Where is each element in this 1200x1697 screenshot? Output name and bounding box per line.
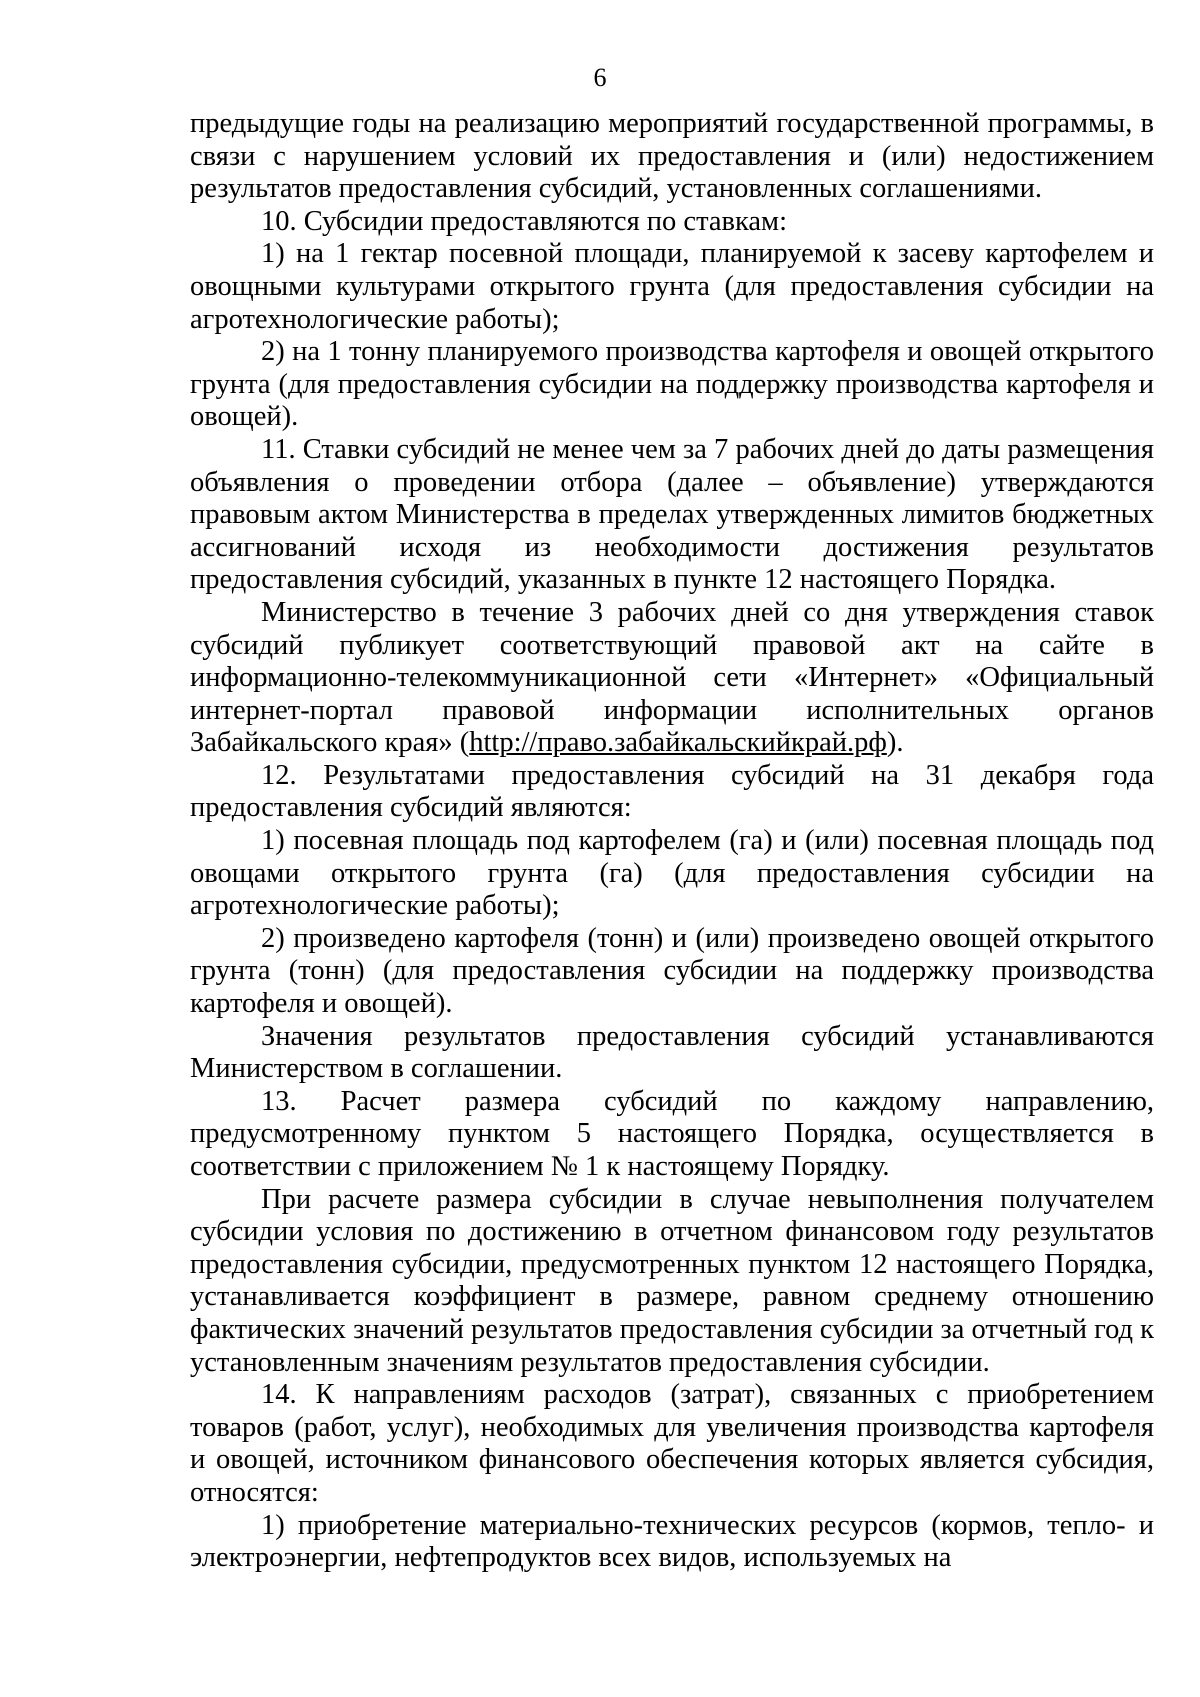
paragraph-item-10: 10. Субсидии предоставляются по ставкам: (261, 205, 788, 237)
paragraph-result-values: Значения результатов предоставления субсидий устанавливаются Министерством в соглашении. (190, 1020, 1154, 1085)
portal-link[interactable]: http://право.забайкальскийкрай.рф (469, 727, 887, 759)
page-number: 6 (593, 63, 607, 92)
paragraph-coefficient: При расчете размера субсидии в случае невыполнения получателем субсидии условия по достижению в отчетном финансовом году результатов предоставления субсидии, предусмотренных пунктом 12 настоящего Порядка, устанавливается коэффициент в размере, равном среднему отношению фактических значений результатов предоставления субсидии за отчетный год к установленным значениям результатов предоставления субсидии. (190, 1183, 1154, 1378)
paragraph-item-12-2: 2) произведено картофеля (тонн) и (или) произведено овощей открытого грунта (тонн) (для предоставления субсидии на поддержку производства картофеля и овощей). (190, 922, 1154, 1020)
paragraph-item-14: 14. К направлениям расходов (затрат), связанных с приобретением товаров (работ, услуг), необходимых для увеличения производства картофеля и овощей, источником финансового обеспечения которых является субсидия, относятся: (190, 1379, 1154, 1508)
paragraph-item-12-1: 1) посевная площадь под картофелем (га) и (или) посевная площадь под овощами открытого грунта (га) (для предоставления субсидии на агротехнологические работы); (190, 825, 1154, 922)
document-body (190, 108, 1154, 1575)
paragraph-continuation: предыдущие годы на реализацию мероприятий государственной программы, в связи с нарушением условий их предоставления и (или) недостижением результатов предоставления субсидий, установленных соглашениями. (190, 108, 1154, 205)
paragraph-item-12: 12. Результатами предоставления субсидий на 31 декабря года предоставления субсидий являются: (190, 759, 1154, 824)
paragraph-ministry-publication (190, 597, 1154, 760)
ministry-text-after-link: ). (886, 727, 904, 759)
ministry-text-before-link: Министерство в течение 3 рабочих дней со дня утверждения ставок субсидий публикует соответствующий правовой акт на сайте в информационно-телекоммуникационной сети «Интернет» «Официальный интернет-портал правовой информации исполнительных органов Забайкальского края» ( (190, 596, 1154, 759)
paragraph-item-10-2: 2) на 1 тонну планируемого производства картофеля и овощей открытого грунта (для предоставления субсидии на поддержку производства картофеля и овощей). (190, 336, 1154, 433)
paragraph-item-11: 11. Ставки субсидий не менее чем за 7 рабочих дней до даты размещения объявления о проведении отбора (далее – объявление) утверждаются правовым актом Министерства в пределах утвержденных лимитов бюджетных ассигнований исходя из необходимости достижения результатов предоставления субсидий, указанных в пункте 12 настоящего Порядка. (190, 433, 1154, 596)
paragraph-item-14-1: 1) приобретение материально-технических ресурсов (кормов, тепло- и электроэнергии, нефтепродуктов всех видов, используемых на (190, 1509, 1154, 1574)
paragraph-item-13: 13. Расчет размера субсидий по каждому направлению, предусмотренному пунктом 5 настоящего Порядка, осуществляется в соответствии с приложением № 1 к настоящему Порядку. (190, 1085, 1154, 1182)
paragraph-item-10-1: 1) на 1 гектар посевной площади, планируемой к засеву картофелем и овощными культурами открытого грунта (для предоставления субсидии на агротехнологические работы); (190, 238, 1154, 335)
